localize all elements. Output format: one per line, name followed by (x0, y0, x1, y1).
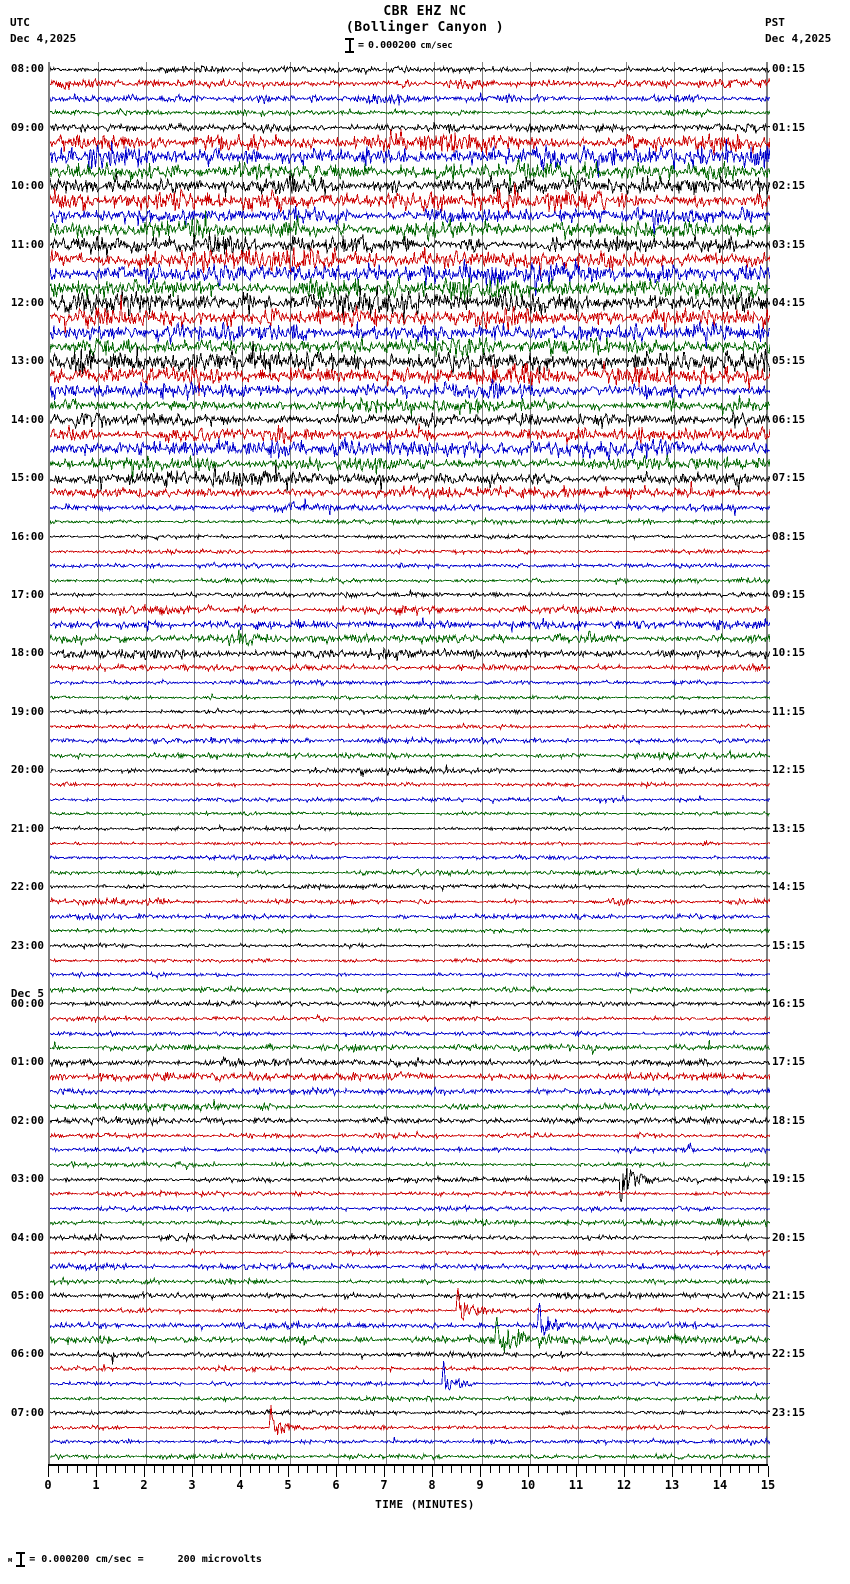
tick-major-0 (48, 1466, 49, 1477)
tick-minor (230, 1466, 231, 1473)
axis-tick-label: 4 (236, 1478, 244, 1492)
right-hour-label: 19:15 (772, 1172, 806, 1186)
time-axis (44, 1464, 776, 1492)
tick-minor (269, 1466, 270, 1473)
tick-minor (394, 1466, 395, 1473)
tick-minor (490, 1466, 491, 1473)
left-hour-label: 09:00 (10, 120, 44, 134)
right-hour-label: 22:15 (772, 1347, 806, 1361)
tick-major-4 (240, 1466, 241, 1477)
tick-major-15 (768, 1466, 769, 1477)
tick-minor (298, 1466, 299, 1473)
tick-minor (557, 1466, 558, 1473)
tick-minor (653, 1466, 654, 1473)
tick-minor (211, 1466, 212, 1473)
axis-tick-label: 6 (332, 1478, 340, 1492)
tick-minor (106, 1466, 107, 1473)
tick-major-5 (288, 1466, 289, 1477)
tick-minor (413, 1466, 414, 1473)
tick-minor (154, 1466, 155, 1473)
tick-minor (499, 1466, 500, 1473)
left-hour-label: 08:00 (10, 62, 44, 76)
left-hour-label: 14:00 (10, 412, 44, 426)
left-hour-label: 13:00 (10, 354, 44, 368)
axis-tick-label: 1 (92, 1478, 100, 1492)
left-hour-label: 04:00 (10, 1230, 44, 1244)
footer-scale-note (8, 1552, 262, 1567)
left-hour-label: 03:00 (10, 1172, 44, 1186)
right-hour-label: 14:15 (772, 880, 806, 894)
left-hour-label: 15:00 (10, 471, 44, 485)
right-hour-label: 08:15 (772, 529, 806, 543)
right-hour-label: 06:15 (772, 412, 806, 426)
axis-tick-label: 8 (428, 1478, 436, 1492)
left-hour-label: 00:00 (10, 996, 44, 1010)
left-hour-label: 18:00 (10, 646, 44, 660)
left-hour-label: 05:00 (10, 1289, 44, 1303)
tick-minor (134, 1466, 135, 1473)
axis-tick-label: 13 (664, 1478, 680, 1492)
right-hour-label: 15:15 (772, 938, 806, 952)
tick-minor (173, 1466, 174, 1473)
footer-glyph: м (8, 1555, 13, 1564)
tick-minor (115, 1466, 116, 1473)
right-hour-label: 05:15 (772, 354, 806, 368)
tick-major-11 (576, 1466, 577, 1477)
tick-minor (547, 1466, 548, 1473)
scale-equals-sign: = (358, 40, 365, 51)
tick-minor (643, 1466, 644, 1473)
left-date-label: Dec 4,2025 (10, 32, 77, 45)
left-hour-label: 06:00 (10, 1347, 44, 1361)
tick-major-6 (336, 1466, 337, 1477)
right-hour-label: 04:15 (772, 295, 806, 309)
left-timezone-label: UTC (10, 16, 30, 29)
tick-minor (442, 1466, 443, 1473)
tick-minor (422, 1466, 423, 1473)
left-hour-label: 22:00 (10, 880, 44, 894)
station-title: CBR EHZ NC (383, 4, 467, 19)
left-hour-label: 21:00 (10, 821, 44, 835)
axis-tick-label: 2 (140, 1478, 148, 1492)
tick-minor (691, 1466, 692, 1473)
axis-tick-label: 10 (520, 1478, 536, 1492)
tick-minor (278, 1466, 279, 1473)
tick-minor (374, 1466, 375, 1473)
tick-minor (518, 1466, 519, 1473)
axis-tick-label: 5 (284, 1478, 292, 1492)
tick-minor (346, 1466, 347, 1473)
tick-minor (470, 1466, 471, 1473)
tick-minor (662, 1466, 663, 1473)
tick-minor (326, 1466, 327, 1473)
scale-unit: cm/sec (420, 40, 453, 51)
footer-microvolts-text: 200 microvolts (177, 1554, 262, 1565)
tick-minor (403, 1466, 404, 1473)
helicorder-plot (48, 62, 768, 1464)
tick-minor (701, 1466, 702, 1473)
left-hour-label: 16:00 (10, 529, 44, 543)
right-hour-label: 02:15 (772, 179, 806, 193)
right-hour-label: 12:15 (772, 763, 806, 777)
scale-value: 0.000200 (368, 40, 417, 51)
tick-minor (259, 1466, 260, 1473)
tick-minor (365, 1466, 366, 1473)
axis-tick-label: 7 (380, 1478, 388, 1492)
right-hour-label: 16:15 (772, 996, 806, 1010)
tick-minor (451, 1466, 452, 1473)
axis-tick-label: 3 (188, 1478, 196, 1492)
tick-minor (739, 1466, 740, 1473)
left-hour-label: 20:00 (10, 763, 44, 777)
tick-minor (355, 1466, 356, 1473)
left-hour-label: Dec 5 (10, 986, 44, 1000)
tick-minor (586, 1466, 587, 1473)
left-hour-label: 11:00 (10, 237, 44, 251)
tick-minor (307, 1466, 308, 1473)
tick-minor (730, 1466, 731, 1473)
tick-minor (163, 1466, 164, 1473)
footer-scale-bar-icon (16, 1552, 25, 1567)
right-hour-label: 10:15 (772, 646, 806, 660)
footer-equals-text: = 0.000200 cm/sec = (29, 1554, 144, 1565)
tick-minor (614, 1466, 615, 1473)
tick-minor (566, 1466, 567, 1473)
tick-major-3 (192, 1466, 193, 1477)
right-hour-label: 00:15 (772, 62, 806, 76)
right-hour-label: 13:15 (772, 821, 806, 835)
axis-tick-label: 0 (44, 1478, 52, 1492)
left-hour-label: 17:00 (10, 588, 44, 602)
tick-major-7 (384, 1466, 385, 1477)
tick-major-9 (480, 1466, 481, 1477)
x-axis-title: TIME (MINUTES) (375, 1498, 475, 1511)
tick-major-10 (528, 1466, 529, 1477)
tick-minor (461, 1466, 462, 1473)
right-timezone-label: PST (765, 16, 785, 29)
tick-major-1 (96, 1466, 97, 1477)
left-hour-label: 23:00 (10, 938, 44, 952)
tick-minor (634, 1466, 635, 1473)
right-hour-label: 18:15 (772, 1113, 806, 1127)
tick-minor (202, 1466, 203, 1473)
axis-tick-label: 12 (616, 1478, 632, 1492)
right-hour-label: 23:15 (772, 1405, 806, 1419)
left-hour-label: 19:00 (10, 704, 44, 718)
axis-line (48, 1464, 768, 1466)
tick-minor (250, 1466, 251, 1473)
station-location: (Bollinger Canyon ) (345, 20, 505, 35)
tick-minor (595, 1466, 596, 1473)
axis-tick-label: 15 (760, 1478, 776, 1492)
tick-minor (182, 1466, 183, 1473)
right-hour-label: 09:15 (772, 588, 806, 602)
left-hour-label: 01:00 (10, 1055, 44, 1069)
tick-minor (58, 1466, 59, 1473)
axis-tick-label: 9 (476, 1478, 484, 1492)
tick-major-8 (432, 1466, 433, 1477)
right-date-label: Dec 4,2025 (765, 32, 832, 45)
right-hour-label: 11:15 (772, 704, 806, 718)
right-hour-label: 07:15 (772, 471, 806, 485)
tick-minor (749, 1466, 750, 1473)
tick-minor (710, 1466, 711, 1473)
right-hour-label: 03:15 (772, 237, 806, 251)
left-hour-label: 12:00 (10, 295, 44, 309)
tick-minor (221, 1466, 222, 1473)
left-hour-label: 02:00 (10, 1113, 44, 1127)
tick-major-2 (144, 1466, 145, 1477)
axis-tick-label: 14 (712, 1478, 728, 1492)
tick-minor (125, 1466, 126, 1473)
tick-minor (682, 1466, 683, 1473)
tick-minor (77, 1466, 78, 1473)
right-hour-label: 20:15 (772, 1230, 806, 1244)
tick-major-13 (672, 1466, 673, 1477)
tick-minor (317, 1466, 318, 1473)
tick-major-14 (720, 1466, 721, 1477)
axis-tick-label: 11 (568, 1478, 584, 1492)
tick-minor (758, 1466, 759, 1473)
right-hour-label: 17:15 (772, 1055, 806, 1069)
left-hour-label: 07:00 (10, 1405, 44, 1419)
tick-major-12 (624, 1466, 625, 1477)
tick-minor (67, 1466, 68, 1473)
right-hour-label: 21:15 (772, 1289, 806, 1303)
tick-minor (605, 1466, 606, 1473)
right-hour-label: 01:15 (772, 120, 806, 134)
tick-minor (538, 1466, 539, 1473)
left-hour-label: 10:00 (10, 179, 44, 193)
seismogram-traces (50, 62, 766, 1464)
tick-minor (509, 1466, 510, 1473)
tick-minor (86, 1466, 87, 1473)
